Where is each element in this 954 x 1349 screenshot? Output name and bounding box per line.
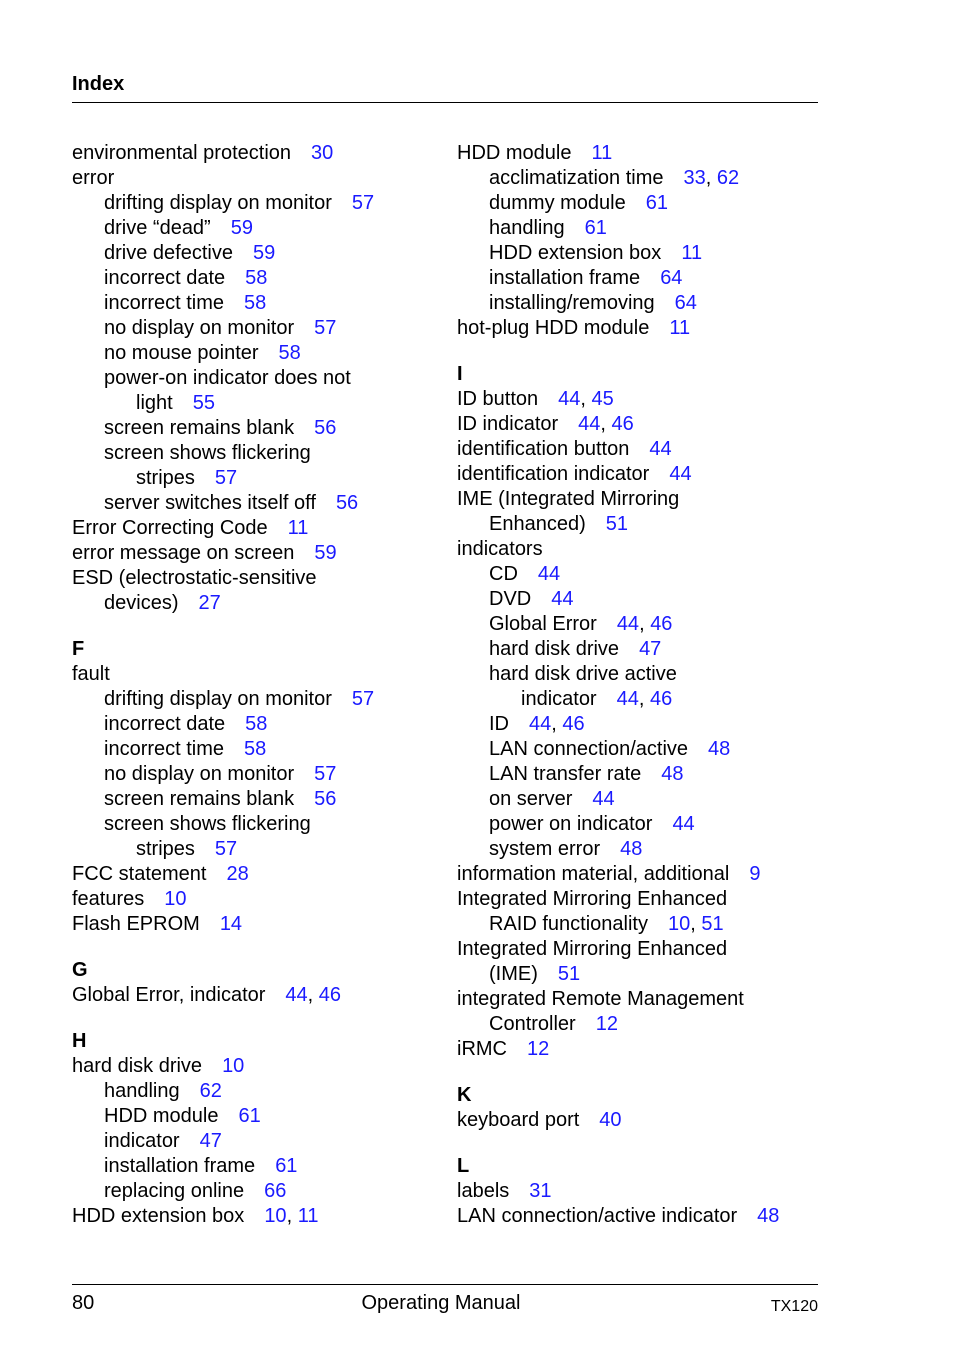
page-ref-link[interactable]: 44 — [616, 613, 640, 635]
page-ref-link[interactable]: 58 — [245, 713, 268, 735]
index-entry — [457, 412, 837, 437]
index-letter-heading: G — [72, 959, 88, 981]
page-ref-link[interactable]: 55 — [192, 392, 215, 414]
index-entry — [72, 737, 452, 762]
index-term: error message on screen — [72, 542, 295, 564]
page-ref-link[interactable]: 64 — [660, 267, 683, 289]
index-entry — [457, 1108, 837, 1133]
index-entry — [457, 612, 837, 637]
page-ref-link[interactable]: 62 — [199, 1080, 222, 1102]
index-entry — [457, 637, 837, 662]
page-ref-link[interactable]: 61 — [584, 217, 607, 239]
index-entry — [72, 1179, 452, 1204]
index-entry — [457, 962, 837, 987]
page-ref-link[interactable]: 57 — [351, 688, 375, 710]
page-ref-link[interactable]: 48 — [708, 738, 731, 760]
index-term: incorrect date — [104, 267, 226, 289]
index-entry — [72, 441, 452, 466]
page-ref-link[interactable]: 46 — [562, 713, 585, 735]
index-entry — [457, 437, 837, 462]
index-term: light — [136, 392, 173, 414]
index-term: acclimatization time — [489, 167, 664, 189]
index-term: HDD extension box — [489, 242, 662, 264]
index-entry — [72, 391, 452, 416]
index-term: handling — [104, 1080, 180, 1102]
index-term: drive “dead” — [104, 217, 211, 239]
index-entry — [457, 487, 837, 512]
index-term: DVD — [489, 588, 532, 610]
page-ref-link[interactable]: 44 — [592, 788, 615, 810]
index-term: integrated Remote Management — [457, 988, 744, 1010]
page-ref-link[interactable]: 59 — [230, 217, 253, 239]
index-term: system error — [489, 838, 601, 860]
index-term: (IME) — [489, 963, 538, 985]
page-ref-link[interactable]: 46 — [318, 984, 342, 1006]
page-ref-separator: , — [638, 688, 650, 710]
index-term: hard disk drive — [489, 638, 620, 660]
index-entry — [72, 887, 452, 912]
page-ref-link[interactable]: 11 — [287, 517, 309, 539]
index-term: HDD module — [104, 1105, 219, 1127]
page-ref-link[interactable]: 44 — [649, 438, 672, 460]
footer-model: TX120 — [770, 1298, 818, 1315]
page-ref-link[interactable]: 47 — [639, 638, 662, 660]
index-term: Enhanced) — [489, 513, 586, 535]
index-entry — [72, 291, 452, 316]
index-term: RAID functionality — [489, 913, 648, 935]
page-ref-link[interactable]: 57 — [314, 317, 337, 339]
index-entry — [72, 316, 452, 341]
page-ref-link[interactable]: 58 — [245, 267, 268, 289]
page-ref-link[interactable]: 51 — [701, 913, 724, 935]
index-term: LAN connection/active indicator — [457, 1205, 738, 1227]
index-entry — [457, 241, 837, 266]
index-term: screen remains blank — [104, 417, 295, 439]
page-ref-link[interactable]: 48 — [661, 763, 684, 785]
index-entry — [457, 1012, 837, 1037]
index-entry — [72, 812, 452, 837]
index-entry — [72, 787, 452, 812]
index-entry — [72, 1129, 452, 1154]
index-entry — [457, 141, 837, 166]
index-entry — [457, 787, 837, 812]
page-ref-link[interactable]: 44 — [558, 388, 581, 410]
page-ref-link[interactable]: 58 — [244, 738, 267, 760]
page-ref-link[interactable]: 46 — [649, 688, 673, 710]
page-ref-link[interactable]: 46 — [650, 613, 673, 635]
index-term: ID indicator — [457, 413, 559, 435]
page-ref-link[interactable]: 57 — [214, 467, 238, 489]
index-entry — [72, 1204, 452, 1229]
index-entry — [457, 512, 837, 537]
index-term: stripes — [136, 838, 195, 860]
page-ref-link[interactable]: 48 — [620, 838, 643, 860]
index-entry — [457, 191, 837, 216]
index-entry — [457, 1204, 837, 1229]
index-entry — [457, 316, 837, 341]
index-entry — [72, 762, 452, 787]
page-ref-link[interactable]: 59 — [314, 542, 337, 564]
index-entry — [72, 191, 452, 216]
index-term: Global Error, indicator — [72, 984, 266, 1006]
index-term: incorrect time — [104, 738, 225, 760]
index-letter-heading: I — [457, 363, 463, 385]
index-term: no display on monitor — [104, 317, 295, 339]
page-ref-link[interactable]: 44 — [616, 688, 639, 710]
page-ref-link[interactable]: 33 — [683, 167, 706, 189]
index-entry — [72, 141, 452, 166]
index-entry — [72, 862, 452, 887]
index-term: incorrect date — [104, 713, 226, 735]
index-term: replacing online — [104, 1180, 245, 1202]
index-term: IME (Integrated Mirroring — [457, 488, 680, 510]
page-ref-link[interactable]: 61 — [275, 1155, 298, 1177]
index-entry — [72, 491, 452, 516]
page-header-title: Index — [72, 73, 125, 95]
index-entry — [72, 416, 452, 441]
index-term: server switches itself off — [104, 492, 316, 514]
index-term: installation frame — [489, 267, 641, 289]
index-entry — [72, 912, 452, 937]
index-term: features — [72, 888, 145, 910]
index-term: identification indicator — [457, 463, 650, 485]
page-ref-link[interactable]: 10 — [222, 1055, 245, 1077]
index-term: handling — [489, 217, 565, 239]
page-ref-link[interactable]: 44 — [669, 463, 692, 485]
index-term: FCC statement — [72, 863, 207, 885]
index-term: labels — [457, 1180, 510, 1202]
page-ref-link[interactable]: 45 — [591, 388, 614, 410]
page-ref-link[interactable]: 12 — [595, 1013, 618, 1035]
index-term: HDD module — [457, 142, 572, 164]
page-ref-link[interactable]: 57 — [214, 838, 238, 860]
index-letter-heading: H — [72, 1030, 87, 1052]
index-term: iRMC — [457, 1038, 507, 1060]
index-entry — [457, 166, 837, 191]
index-term: hard disk drive — [72, 1055, 203, 1077]
index-term: no display on monitor — [104, 763, 295, 785]
index-entry — [457, 1179, 837, 1204]
index-term: HDD extension box — [72, 1205, 245, 1227]
index-entry — [72, 1054, 452, 1079]
page-ref-link[interactable]: 46 — [611, 413, 634, 435]
page-ref-link[interactable]: 61 — [238, 1105, 261, 1127]
index-entry — [457, 712, 837, 737]
index-column-right — [457, 141, 837, 1229]
page-ref-separator: , — [639, 613, 651, 635]
index-entry — [457, 912, 837, 937]
index-entry — [457, 737, 837, 762]
page-ref-separator: , — [551, 713, 563, 735]
index-term: information material, additional — [457, 863, 730, 885]
index-entry — [72, 466, 452, 491]
index-entry — [72, 566, 452, 591]
page-ref-separator: , — [690, 913, 702, 935]
index-term: error — [72, 167, 115, 189]
index-entry — [457, 987, 837, 1012]
index-entry — [72, 1079, 452, 1104]
index-term: Flash EPROM — [72, 913, 200, 935]
index-entry — [457, 837, 837, 862]
index-entry — [457, 537, 837, 562]
page-ref-link[interactable]: 51 — [605, 513, 628, 535]
index-term: indicator — [521, 688, 597, 710]
index-entry — [72, 516, 452, 541]
index-term: Error Correcting Code — [72, 517, 268, 539]
index-term: environmental protection — [72, 142, 292, 164]
index-letter-heading: L — [457, 1155, 470, 1177]
page-ref-link[interactable]: 44 — [578, 413, 601, 435]
index-entry — [72, 1104, 452, 1129]
index-entry — [457, 462, 837, 487]
index-term: drive defective — [104, 242, 233, 264]
index-term: indicator — [104, 1130, 180, 1152]
index-entry — [457, 1037, 837, 1062]
index-term: power-on indicator does not — [104, 367, 351, 389]
page-ref-link[interactable]: 40 — [599, 1109, 622, 1131]
index-entry — [457, 587, 837, 612]
page-ref-separator: , — [580, 388, 592, 410]
page-ref-link[interactable]: 64 — [674, 292, 697, 314]
page-ref-link[interactable]: 58 — [278, 342, 301, 364]
page-ref-separator: , — [286, 1205, 298, 1227]
page-ref-link[interactable]: 44 — [551, 588, 574, 610]
index-term: devices) — [104, 592, 179, 614]
index-entry — [457, 291, 837, 316]
page-ref-link[interactable]: 61 — [645, 192, 668, 214]
index-term: keyboard port — [457, 1109, 580, 1131]
page-ref-separator: , — [307, 984, 319, 1006]
index-term: LAN transfer rate — [489, 763, 642, 785]
page-ref-link[interactable]: 30 — [311, 142, 334, 164]
page-ref-link[interactable]: 66 — [264, 1180, 287, 1202]
index-term: ESD (electrostatic-sensitive — [72, 567, 317, 589]
page-ref-link[interactable]: 44 — [672, 813, 695, 835]
page-ref-link[interactable]: 44 — [529, 713, 552, 735]
index-letter-heading: K — [457, 1084, 472, 1106]
index-term: drifting display on monitor — [104, 688, 332, 710]
index-entry — [72, 591, 452, 616]
page-ref-link[interactable]: 44 — [285, 984, 308, 1006]
page-ref-link[interactable]: 56 — [335, 492, 359, 514]
index-term: Integrated Mirroring Enhanced — [457, 888, 728, 910]
index-entry — [72, 341, 452, 366]
index-entry — [457, 216, 837, 241]
index-term: screen remains blank — [104, 788, 295, 810]
index-entry — [72, 983, 452, 1008]
page-ref-separator: , — [600, 413, 612, 435]
index-column-left — [72, 141, 452, 1229]
index-entry — [72, 1154, 452, 1179]
index-term: CD — [489, 563, 518, 585]
index-entry — [457, 387, 837, 412]
index-term: drifting display on monitor — [104, 192, 332, 214]
page-ref-link[interactable]: 28 — [226, 863, 249, 885]
page-ref-link[interactable]: 58 — [244, 292, 267, 314]
page-ref-link[interactable]: 10 — [264, 1205, 287, 1227]
index-term: dummy module — [489, 192, 626, 214]
index-term: Integrated Mirroring Enhanced — [457, 938, 728, 960]
index-entry — [72, 166, 452, 191]
index-term: screen shows flickering — [104, 813, 311, 835]
index-entry — [72, 266, 452, 291]
page-ref-link[interactable]: 59 — [252, 242, 276, 264]
index-term: installation frame — [104, 1155, 256, 1177]
index-entry — [457, 862, 837, 887]
page-ref-link[interactable]: 14 — [219, 913, 243, 935]
page-ref-link[interactable]: 31 — [529, 1180, 552, 1202]
index-term: hard disk drive active — [489, 663, 677, 685]
index-entry — [457, 662, 837, 687]
page-ref-link[interactable]: 56 — [314, 417, 337, 439]
page-ref-link[interactable]: 12 — [527, 1038, 550, 1060]
page-ref-link[interactable]: 44 — [537, 563, 561, 585]
index-term: screen shows flickering — [104, 442, 311, 464]
index-entry — [72, 662, 452, 687]
index-term: incorrect time — [104, 292, 225, 314]
page-ref-link[interactable]: 47 — [199, 1130, 222, 1152]
index-entry — [457, 562, 837, 587]
index-entry — [72, 687, 452, 712]
index-entry — [72, 712, 452, 737]
index-term: stripes — [136, 467, 195, 489]
index-entry — [457, 937, 837, 962]
page-ref-link[interactable]: 11 — [297, 1205, 319, 1227]
page-ref-separator: , — [705, 167, 717, 189]
index-term: on server — [489, 788, 573, 810]
index-entry — [72, 241, 452, 266]
index-term: identification button — [457, 438, 630, 460]
page-ref-link[interactable]: 11 — [591, 142, 613, 164]
index-letter-heading: F — [72, 638, 85, 660]
index-entry — [457, 762, 837, 787]
index-term: hot-plug HDD module — [457, 317, 650, 339]
index-entry — [72, 366, 452, 391]
index-term: fault — [72, 663, 110, 685]
page-ref-link[interactable]: 57 — [351, 192, 375, 214]
index-term: Global Error — [489, 613, 597, 635]
footer-rule — [72, 1284, 818, 1285]
index-entry — [72, 216, 452, 241]
index-term: Controller — [489, 1013, 576, 1035]
page-ref-link[interactable]: 10 — [667, 913, 691, 935]
page-ref-link[interactable]: 11 — [669, 317, 691, 339]
index-entry — [72, 837, 452, 862]
index-entry — [72, 541, 452, 566]
index-entry — [457, 687, 837, 712]
page-ref-link[interactable]: 62 — [716, 167, 740, 189]
index-term: installing/removing — [489, 292, 655, 314]
header-rule — [72, 102, 818, 103]
page-ref-link[interactable]: 9 — [749, 863, 761, 885]
index-entry — [457, 812, 837, 837]
page-ref-link[interactable]: 57 — [314, 763, 337, 785]
page-ref-link[interactable]: 48 — [757, 1205, 780, 1227]
index-term: power on indicator — [489, 813, 653, 835]
index-entry — [457, 266, 837, 291]
index-term: ID — [489, 713, 509, 735]
index-entry — [457, 887, 837, 912]
page-ref-link[interactable]: 27 — [198, 592, 221, 614]
page-ref-link[interactable]: 56 — [314, 788, 337, 810]
page-ref-link[interactable]: 11 — [681, 242, 703, 264]
page-ref-link[interactable]: 51 — [557, 963, 581, 985]
index-term: ID button — [457, 388, 539, 410]
page-ref-link[interactable]: 10 — [164, 888, 187, 910]
index-term: no mouse pointer — [104, 342, 259, 364]
index-term: LAN connection/active — [489, 738, 689, 760]
footer-page-number: 80 — [72, 1292, 95, 1314]
index-term: indicators — [457, 538, 543, 560]
footer-doc-title: Operating Manual — [361, 1292, 521, 1314]
